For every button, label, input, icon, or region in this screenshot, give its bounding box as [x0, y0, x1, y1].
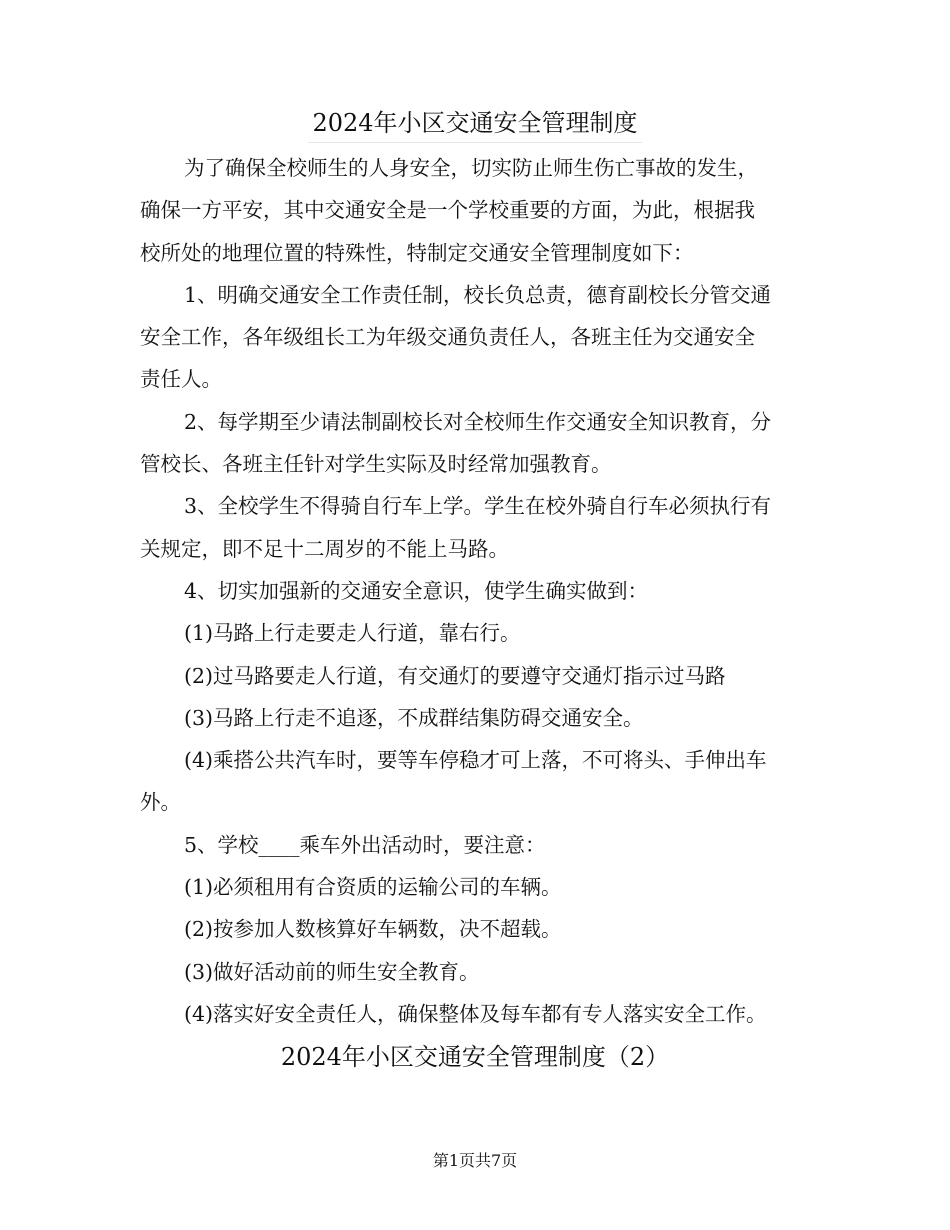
item-1-line-1: 1、明确交通安全工作责任制，校长负总责，德育副校长分管交通 — [184, 282, 772, 307]
item-3-line-1: 3、全校学生不得骑自行车上学。学生在校外骑自行车必须执行有 — [184, 494, 772, 519]
intro-line-2: 确保一方平安，其中交通安全是一个学校重要的方面，为此，根据我 — [140, 198, 755, 223]
item-5-sub-4: (4)落实好安全责任人，确保整体及每车都有专人落实安全工作。 — [184, 1001, 767, 1026]
item-5-intro: 5、学校____乘车外出活动时，要注意： — [184, 832, 546, 857]
second-section-title: 2024年小区交通安全管理制度（2） — [280, 1043, 670, 1071]
item-5-sub-3: (3)做好活动前的师生安全教育。 — [184, 959, 480, 984]
item-3-line-2: 关规定，即不足十二周岁的不能上马路。 — [140, 536, 509, 561]
item-4-sub-2: (2)过马路要走人行道，有交通灯的要遵守交通灯指示过马路 — [184, 663, 726, 688]
item-4-sub-1: (1)马路上行走要走人行道，靠右行。 — [184, 621, 521, 646]
intro-line-3: 校所处的地理位置的特殊性，特制定交通安全管理制度如下： — [140, 240, 694, 265]
item-4-sub-3: (3)马路上行走不追逐，不成群结集防碍交通安全。 — [184, 705, 644, 730]
document-body — [140, 147, 812, 1035]
item-4-intro: 4、切实加强新的交通安全意识，使学生确实做到： — [184, 578, 649, 603]
document-title: 2024年小区交通安全管理制度 — [312, 109, 638, 137]
intro-line-1: 为了确保全校师生的人身安全，切实防止师生伤亡事故的发生， — [184, 156, 758, 180]
item-1-line-3: 责任人。 — [140, 367, 222, 392]
item-4-sub-4-line-2: 外。 — [140, 790, 181, 815]
title-underline — [308, 142, 642, 143]
item-4-sub-4-line-1: (4)乘搭公共汽车时，要等车停稳才可上落，不可将头、手伸出车 — [184, 748, 767, 773]
item-2-line-2: 管校长、各班主任针对学生实际及时经常加强教育。 — [140, 452, 612, 477]
page-footer: 第1页共7页 — [432, 1151, 518, 1170]
item-5-sub-2: (2)按参加人数核算好车辆数，决不超载。 — [184, 917, 562, 942]
item-2-line-1: 2、每学期至少请法制副校长对全校师生作交通安全知识教育，分 — [184, 409, 772, 434]
item-5-sub-1: (1)必须租用有合资质的运输公司的车辆。 — [184, 875, 562, 900]
item-1-line-2: 安全工作，各年级组长工为年级交通负责任人，各班主任为交通安全 — [140, 325, 755, 350]
